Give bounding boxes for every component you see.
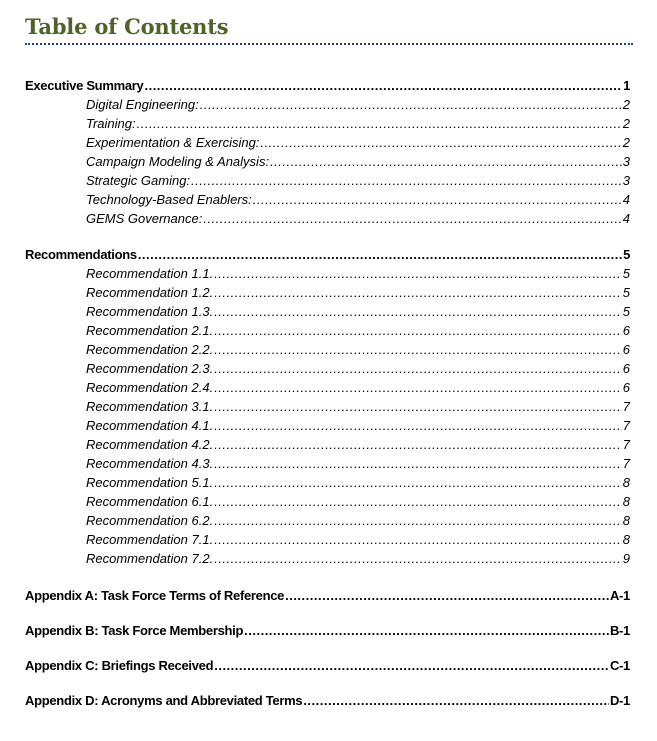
toc-entry-executive-summary[interactable]	[0, 76, 657, 95]
toc-subentry-page: 6	[622, 361, 630, 376]
toc-subentry-title: Training:	[86, 116, 136, 131]
toc-subentry[interactable]	[0, 209, 657, 228]
toc-subentry-title: GEMS Governance:	[86, 211, 203, 226]
toc-subentry-page: 7	[622, 399, 630, 414]
toc-subentry-title: Recommendation 4.1.	[86, 418, 214, 433]
toc-subentry[interactable]	[0, 152, 657, 171]
toc-subentry-title: Recommendation 2.2.	[86, 342, 214, 357]
toc-subentry-page: 6	[622, 380, 630, 395]
dot-leader	[214, 549, 622, 568]
toc-subentry-page: 5	[622, 304, 630, 319]
toc-subentry[interactable]	[0, 492, 657, 511]
toc-entry-page: 5	[623, 247, 630, 262]
toc-subentry-page: 9	[622, 551, 630, 566]
dot-leader	[285, 586, 609, 605]
dot-leader	[137, 114, 622, 133]
dot-leader	[214, 473, 622, 492]
toc-subentry-page: 8	[622, 494, 630, 509]
dot-leader	[214, 397, 622, 416]
dot-leader	[214, 359, 622, 378]
toc-subentry-title: Strategic Gaming:	[86, 173, 191, 188]
dot-leader	[253, 190, 622, 209]
toc-subentry[interactable]	[0, 530, 657, 549]
dot-leader	[260, 133, 621, 152]
page-title: Table of Contents	[25, 14, 229, 39]
toc-subentry-title: Digital Engineering:	[86, 97, 199, 112]
toc-subentry-title: Technology-Based Enablers:	[86, 192, 252, 207]
toc-subentry[interactable]	[0, 549, 657, 568]
toc-subentry[interactable]	[0, 359, 657, 378]
toc-subentry-page: 2	[622, 135, 630, 150]
dot-leader	[200, 95, 622, 114]
toc-subentry-title: Recommendation 4.2.	[86, 437, 214, 452]
toc-entry-title: Appendix B: Task Force Membership	[25, 623, 244, 638]
toc-subentry-title: Experimentation & Exercising:	[86, 135, 260, 150]
dot-leader	[144, 76, 622, 95]
toc-entry-recommendations[interactable]	[0, 245, 657, 264]
toc-subentry-page: 7	[622, 437, 630, 452]
dot-leader	[191, 171, 622, 190]
dot-leader	[214, 283, 622, 302]
toc-entry-page: B-1	[609, 623, 630, 638]
toc-subentry-page: 4	[622, 211, 630, 226]
toc-subentry-title: Recommendation 7.1.	[86, 532, 214, 547]
toc-subentry-title: Recommendation 3.1.	[86, 399, 214, 414]
toc-subentry[interactable]	[0, 340, 657, 359]
toc-subentry[interactable]	[0, 171, 657, 190]
toc-subentry[interactable]	[0, 133, 657, 152]
toc-entry-page: A-1	[609, 588, 630, 603]
toc-entry-appendix-b[interactable]	[0, 621, 657, 640]
dot-leader	[303, 691, 609, 710]
dot-leader	[270, 152, 622, 171]
dot-leader	[214, 340, 622, 359]
toc-subentry[interactable]	[0, 302, 657, 321]
toc-subentry-title: Recommendation 2.3.	[86, 361, 214, 376]
toc-entry-appendix-a[interactable]	[0, 586, 657, 605]
toc-subentry-page: 8	[622, 513, 630, 528]
dot-leader	[214, 511, 622, 530]
toc-entry-appendix-c[interactable]	[0, 656, 657, 675]
toc-subentry-title: Recommendation 6.2.	[86, 513, 214, 528]
toc-subentry[interactable]	[0, 95, 657, 114]
toc-subentry-title: Recommendation 1.1.	[86, 266, 214, 281]
toc-subentry-page: 3	[622, 173, 630, 188]
toc-subentry-page: 2	[622, 97, 630, 112]
toc-subentry-page: 6	[622, 342, 630, 357]
toc-entry-title: Appendix D: Acronyms and Abbreviated Terms	[25, 693, 303, 708]
toc-subentry-page: 6	[622, 323, 630, 338]
toc-entry-title: Executive Summary	[25, 78, 144, 93]
toc-subentry[interactable]	[0, 321, 657, 340]
toc-entry-title: Appendix C: Briefings Received	[25, 658, 214, 673]
toc-subentry[interactable]	[0, 264, 657, 283]
toc-subentry[interactable]	[0, 416, 657, 435]
toc-subentry-page: 3	[622, 154, 630, 169]
dot-leader	[244, 621, 609, 640]
toc-subentry-title: Campaign Modeling & Analysis:	[86, 154, 270, 169]
toc-subentry-page: 8	[622, 532, 630, 547]
toc-entry-page: 1	[623, 78, 630, 93]
toc-subentry-page: 7	[622, 418, 630, 433]
toc-subentry[interactable]	[0, 190, 657, 209]
dot-leader	[203, 209, 621, 228]
toc-subentry[interactable]	[0, 397, 657, 416]
toc-subentry[interactable]	[0, 435, 657, 454]
dot-leader	[214, 378, 622, 397]
toc-entry-title: Appendix A: Task Force Terms of Reference	[25, 588, 285, 603]
dot-leader	[214, 454, 622, 473]
toc-entry-page: D-1	[609, 693, 630, 708]
toc-subentry-title: Recommendation 4.3.	[86, 456, 214, 471]
toc-subentry-page: 5	[622, 266, 630, 281]
dot-leader	[214, 435, 622, 454]
toc-subentry-title: Recommendation 2.1.	[86, 323, 214, 338]
dot-leader	[214, 321, 622, 340]
toc-subentry-title: Recommendation 7.2.	[86, 551, 214, 566]
toc-subentry-page: 5	[622, 285, 630, 300]
dot-leader	[214, 302, 622, 321]
dot-leader	[138, 245, 622, 264]
toc-subentry[interactable]	[0, 473, 657, 492]
toc-subentry[interactable]	[0, 454, 657, 473]
toc-entry-title: Recommendations	[25, 247, 137, 262]
toc-subentry-page: 7	[622, 456, 630, 471]
toc-subentry-title: Recommendation 2.4.	[86, 380, 214, 395]
dot-leader	[214, 416, 622, 435]
toc-subentry-title: Recommendation 6.1.	[86, 494, 214, 509]
dot-leader	[214, 656, 609, 675]
toc-subentry[interactable]	[0, 283, 657, 302]
dot-leader	[214, 264, 622, 283]
toc-entry-page: C-1	[609, 658, 630, 673]
toc-subentry-title: Recommendation 1.2.	[86, 285, 214, 300]
toc-subentry-title: Recommendation 1.3.	[86, 304, 214, 319]
toc-subentry-page: 4	[622, 192, 630, 207]
dot-leader	[214, 492, 622, 511]
toc-subentry-page: 8	[622, 475, 630, 490]
toc-subentry-title: Recommendation 5.1.	[86, 475, 214, 490]
dot-leader	[214, 530, 622, 549]
toc-subentry[interactable]	[0, 378, 657, 397]
toc-subentry[interactable]	[0, 511, 657, 530]
toc-entry-appendix-d[interactable]	[0, 691, 657, 710]
toc-subentry-page: 2	[622, 116, 630, 131]
toc-subentry[interactable]	[0, 114, 657, 133]
